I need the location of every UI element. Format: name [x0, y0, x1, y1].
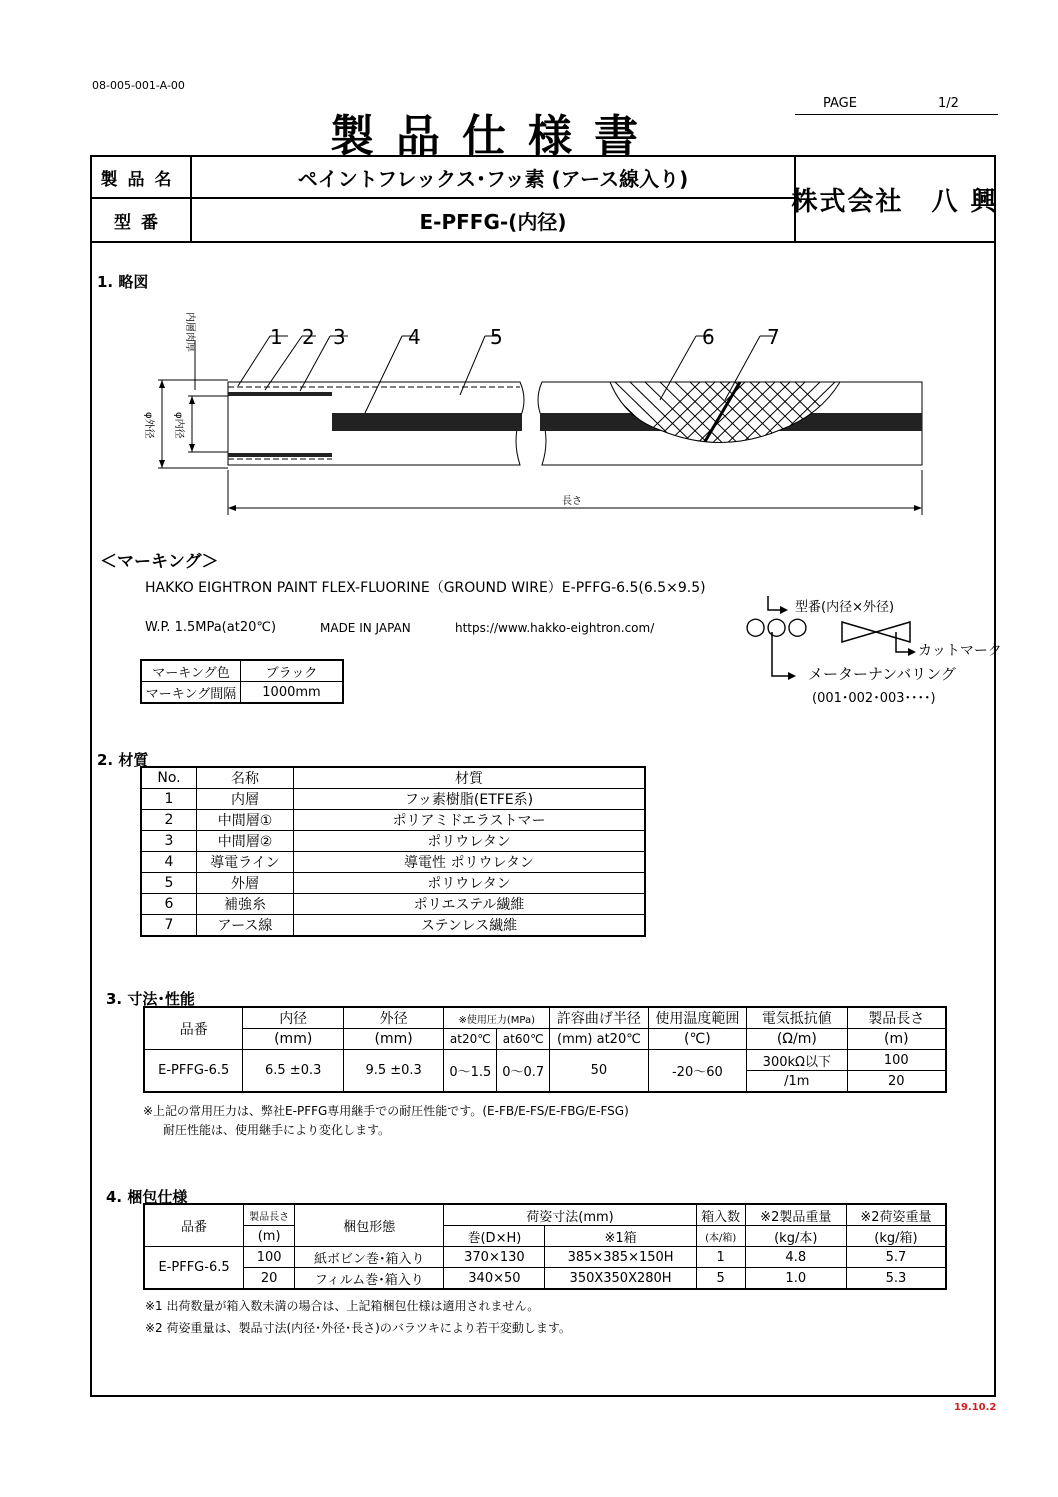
table-row — [144, 1247, 946, 1268]
cell: 1.0 — [745, 1268, 846, 1290]
callout-7: 7 — [767, 325, 780, 349]
table-row — [141, 789, 645, 810]
dim-inner-diameter: φ内径 — [173, 412, 184, 439]
cell: 5.3 — [846, 1268, 946, 1290]
page-label: PAGE — [823, 96, 857, 111]
materials-table — [140, 766, 646, 937]
h-len: 製品長さ — [244, 1204, 295, 1226]
h-inner-unit: (mm) — [243, 1029, 343, 1050]
bend-value: 50 — [550, 1050, 649, 1093]
cell: 導電ライン — [197, 852, 294, 873]
section4-note1: ※1 出荷数量が箱入数未満の場合は、上記箱梱包仕様は適用されません。 — [145, 1299, 540, 1313]
page-number: 1/2 — [938, 96, 959, 111]
h-weight: ※2製品重量 — [745, 1204, 846, 1226]
h-weight-unit: (kg/本) — [745, 1226, 846, 1247]
table-header-row — [144, 1226, 946, 1247]
cell: ポリウレタン — [294, 831, 646, 852]
marking-wp: W.P. 1.5MPa(at20℃) — [145, 620, 277, 635]
table-header-row — [144, 1029, 946, 1050]
cell: 導電性 ポリウレタン — [294, 852, 646, 873]
legend-model: 型番(内径×外径) — [795, 600, 895, 615]
length-value-1: 100 — [847, 1050, 946, 1071]
table-header-row — [141, 767, 645, 789]
h-outer-unit: (mm) — [343, 1029, 443, 1050]
page-title: 製品仕様書 — [330, 111, 660, 162]
cell: 4 — [141, 852, 197, 873]
dim-length: 長さ — [562, 496, 582, 507]
packaging-table — [143, 1203, 947, 1290]
temp-value: -20～60 — [648, 1050, 746, 1093]
product-code: E-PFFG-6.5 — [144, 1050, 243, 1093]
marking-heading: ＜マーキング＞ — [100, 552, 219, 572]
cell: 中間層① — [197, 810, 294, 831]
section4-note2: ※2 荷姿重量は、製品寸法(内径･外径･長さ)のバラツキにより若干変動します。 — [145, 1321, 571, 1335]
cell: 350X350X280H — [545, 1268, 696, 1290]
cell: 5 — [696, 1268, 745, 1290]
callout-2: 2 — [302, 325, 315, 349]
cell: 7 — [141, 915, 197, 937]
cell: 100 — [244, 1247, 295, 1268]
cell: ステンレス繊維 — [294, 915, 646, 937]
cell: 5.7 — [846, 1247, 946, 1268]
cell: 紙ボビン巻･箱入り — [295, 1247, 444, 1268]
h-gross-unit: (kg/箱) — [846, 1226, 946, 1247]
h-length: 製品長さ — [847, 1007, 946, 1029]
cell: ポリエステル繊維 — [294, 894, 646, 915]
cell: 3 — [141, 831, 197, 852]
section2-title: 2. 材質 — [97, 751, 149, 769]
h-roll: 巻(D×H) — [444, 1226, 545, 1247]
h-temp-unit: (℃) — [648, 1029, 746, 1050]
marking-url: https://www.hakko-eightron.com/ — [455, 621, 655, 635]
marking-color-value: ブラック — [241, 660, 344, 682]
table-row — [141, 810, 645, 831]
cell: ポリアミドエラストマー — [294, 810, 646, 831]
product-code: E-PFFG-6.5 — [144, 1247, 244, 1290]
table-header-row — [144, 1204, 946, 1226]
dim-outer-diameter: φ外径 — [143, 412, 154, 439]
col-header-name: 名称 — [197, 767, 294, 789]
callout-6: 6 — [702, 325, 715, 349]
resist-unit: /1m — [747, 1071, 848, 1093]
h-length-unit: (m) — [847, 1029, 946, 1050]
product-name-label: 製品名 — [92, 157, 192, 199]
h-at20: at20℃ — [444, 1029, 497, 1050]
col-header-no: No. — [141, 767, 197, 789]
cell: 1 — [141, 789, 197, 810]
table-row — [141, 852, 645, 873]
h-gross: ※2荷姿重量 — [846, 1204, 946, 1226]
marking-color-label: マーキング色 — [141, 660, 241, 682]
h-len-unit: (m) — [244, 1226, 295, 1247]
h-qty-unit: (本/箱) — [696, 1226, 745, 1247]
callout-4: 4 — [408, 325, 421, 349]
h-pressure: ※使用圧力(MPa) — [444, 1007, 550, 1029]
page-indicator — [795, 96, 998, 115]
legend-meter-numbering: メーターナンバリング — [808, 665, 956, 683]
section3-note1: ※上記の常用圧力は、弊社E-PFFG専用継手での耐圧性能です。(E-FB/E-FS/E-FBG/E-FSG) — [143, 1104, 629, 1118]
h-outer: 外径 — [343, 1007, 443, 1029]
h-temp: 使用温度範囲 — [648, 1007, 746, 1029]
dimensions-table — [143, 1006, 947, 1093]
callout-3: 3 — [333, 325, 346, 349]
product-name: ペイントフレックス･フッ素 (アース線入り) — [192, 157, 796, 199]
h-resist-unit: (Ω/m) — [747, 1029, 848, 1050]
marking-line1: HAKKO EIGHTRON PAINT FLEX-FLUORINE（GROUND WIRE）E-PFFG-6.5(6.5×9.5) — [145, 580, 706, 596]
cell: 中間層② — [197, 831, 294, 852]
cell: 370×130 — [444, 1247, 545, 1268]
cell: 2 — [141, 810, 197, 831]
dim-inner-thickness: 内層肉厚 — [184, 312, 195, 352]
h-inner: 内径 — [243, 1007, 343, 1029]
h-pack: 梱包形態 — [295, 1204, 444, 1247]
cell: フッ素樹脂(ETFE系) — [294, 789, 646, 810]
cell: 内層 — [197, 789, 294, 810]
marking-table — [140, 659, 344, 704]
table-row — [141, 894, 645, 915]
marking-made-in: MADE IN JAPAN — [320, 621, 411, 635]
header-block — [90, 155, 999, 243]
pressure-20: 0～1.5 — [444, 1050, 497, 1093]
h-qty: 箱入数 — [696, 1204, 745, 1226]
h-dims: 荷姿寸法(mm) — [444, 1204, 696, 1226]
hose-diagram — [140, 300, 940, 520]
h-bend-unit: (mm) at20℃ — [550, 1029, 649, 1050]
h-product: 品番 — [144, 1007, 243, 1050]
model-number: E-PFFG-(内径) — [192, 199, 796, 241]
marking-interval-label: マーキング間隔 — [141, 682, 241, 704]
table-row — [144, 1050, 946, 1071]
table-row — [141, 682, 343, 704]
callout-1: 1 — [270, 325, 283, 349]
table-row — [141, 915, 645, 937]
cell: 外層 — [197, 873, 294, 894]
table-row — [144, 1268, 946, 1290]
inner-value: 6.5 ±0.3 — [243, 1050, 343, 1093]
cell: 5 — [141, 873, 197, 894]
section1-title: 1. 略図 — [97, 273, 149, 291]
table-row — [141, 873, 645, 894]
resist-value: 300kΩ以下 — [747, 1050, 848, 1071]
section3-title: 3. 寸法･性能 — [106, 990, 195, 1008]
document-code: 08-005-001-A-00 — [92, 79, 185, 92]
cell: 385×385×150H — [545, 1247, 696, 1268]
cell: 1 — [696, 1247, 745, 1268]
cell: 20 — [244, 1268, 295, 1290]
cell: アース線 — [197, 915, 294, 937]
cell: 340×50 — [444, 1268, 545, 1290]
h-product: 品番 — [144, 1204, 244, 1247]
legend-circles: ○○○ — [745, 612, 808, 640]
h-at60: at60℃ — [497, 1029, 550, 1050]
pressure-60: 0～0.7 — [497, 1050, 550, 1093]
table-row — [141, 660, 343, 682]
marking-interval-value: 1000mm — [241, 682, 344, 704]
h-bend: 許容曲げ半径 — [550, 1007, 649, 1029]
outer-value: 9.5 ±0.3 — [343, 1050, 443, 1093]
legend-meter-example: (001･002･003････) — [812, 691, 936, 706]
table-header-row — [144, 1007, 946, 1029]
model-label: 型番 — [92, 199, 192, 241]
section4-title: 4. 梱包仕様 — [106, 1188, 188, 1206]
cell: フィルム巻･箱入り — [295, 1268, 444, 1290]
h-box: ※1箱 — [545, 1226, 696, 1247]
cell: ポリウレタン — [294, 873, 646, 894]
h-resist: 電気抵抗値 — [747, 1007, 848, 1029]
cell: 補強糸 — [197, 894, 294, 915]
date-stamp: 19.10.2 — [954, 1402, 997, 1413]
legend-cut-mark: カットマーク — [918, 643, 1002, 659]
section3-note2: 耐圧性能は、使用継手により変化します。 — [163, 1123, 391, 1137]
col-header-material: 材質 — [294, 767, 646, 789]
length-value-2: 20 — [847, 1071, 946, 1093]
cell: 4.8 — [745, 1247, 846, 1268]
cell: 6 — [141, 894, 197, 915]
table-row — [141, 831, 645, 852]
company-name: 株式会社 八 興 — [791, 186, 999, 217]
callout-5: 5 — [490, 325, 503, 349]
